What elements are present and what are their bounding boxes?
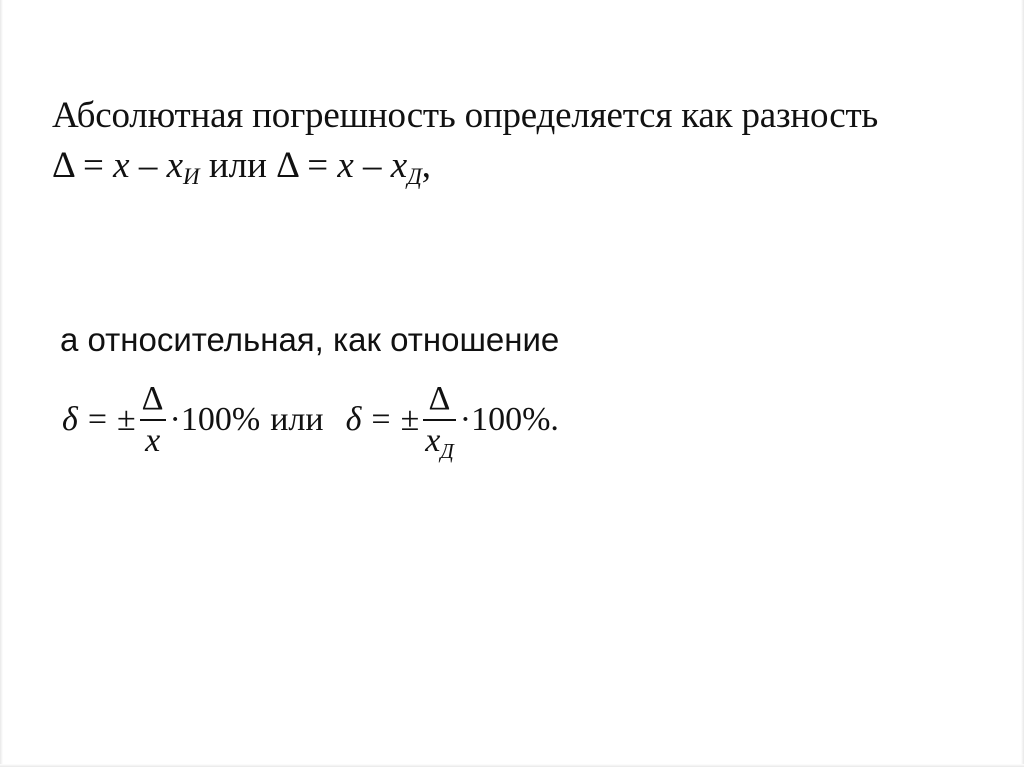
comma: , — [421, 145, 432, 186]
fraction-delta-over-x — [140, 381, 166, 458]
plus-minus-sign: ± — [117, 401, 136, 438]
equals-sign: = — [371, 401, 391, 438]
subscript-i: И — [183, 164, 200, 190]
variable-x: x — [166, 145, 184, 186]
delta-symbol: Δ — [52, 145, 74, 186]
delta-symbol: Δ — [276, 145, 298, 186]
relative-error-heading: а относительная, как отношение — [60, 321, 560, 358]
multiplication-dot: · — [459, 401, 472, 438]
subscript-d: Д — [440, 438, 454, 463]
minus-sign: – — [138, 145, 158, 186]
slide-edge-left — [0, 0, 3, 767]
equals-sign: = — [87, 401, 107, 438]
delta-small-symbol: δ — [345, 401, 362, 438]
absolute-error-heading: Абсолютная погрешность определяется как разность — [52, 95, 879, 136]
plus-minus-sign: ± — [400, 401, 420, 438]
fraction-delta-over-xd — [423, 380, 456, 463]
fraction-denominator: x — [145, 422, 161, 459]
or-word: или — [208, 145, 267, 186]
percent-value: 100% — [471, 401, 551, 438]
absolute-error-formula — [52, 144, 432, 190]
variable-x: x — [337, 145, 354, 186]
multiplication-dot: · — [169, 401, 181, 438]
subscript-d: Д — [407, 164, 422, 190]
relative-error-formula — [62, 370, 559, 470]
equals-sign: = — [307, 145, 329, 186]
variable-x: x — [390, 145, 408, 186]
variable-x: x — [113, 145, 130, 186]
fraction-numerator: Δ — [141, 380, 164, 418]
percent-value: 100% — [180, 401, 261, 438]
equals-sign: = — [83, 145, 104, 186]
period: . — [550, 401, 559, 438]
fraction-denominator — [423, 421, 456, 463]
fraction-numerator: Δ — [428, 380, 451, 418]
or-word: или — [270, 401, 324, 438]
variable-x: x — [425, 422, 441, 459]
minus-sign: – — [363, 145, 382, 186]
delta-small-symbol: δ — [62, 401, 78, 438]
